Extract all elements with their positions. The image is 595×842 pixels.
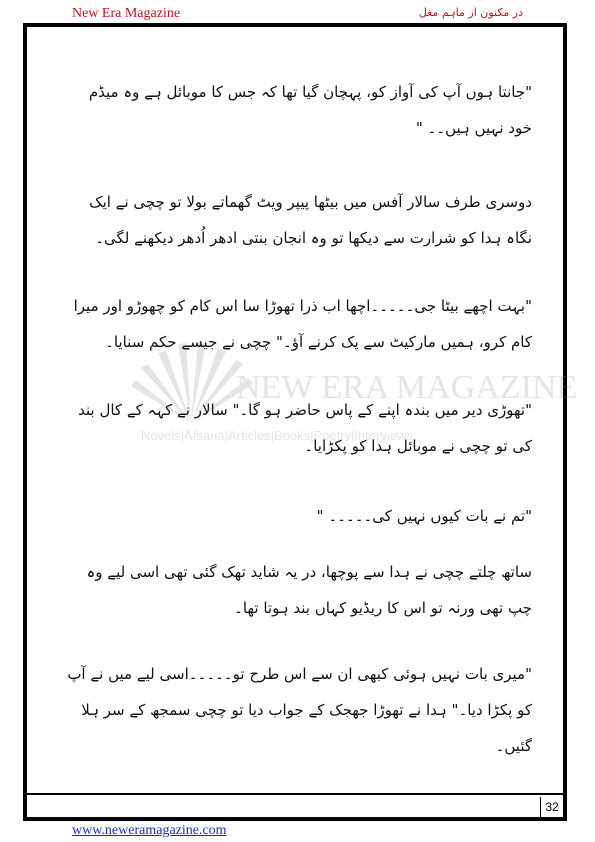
footer-rule: [27, 793, 563, 795]
paragraph: دوسری طرف سالار آفس میں بیٹھا پیپر ویٹ گھماتے بولا تو چچی نے ایک نگاہ ہدا کو شرارت سے دیکھا تو وہ انجان بنتی ادھر اُدھر دیکھنے لگی۔: [89, 193, 532, 247]
watermark-title: NEW ERA MAGAZINE: [236, 369, 578, 406]
website-link[interactable]: www.neweramagazine.com: [72, 823, 227, 838]
paragraph: "بہت اچھے بیٹا جی۔۔۔۔۔اچھا اب ذرا تھوڑا سا اس کام کو چھوڑو اور میرا کام کرو، ہمیں مارکیٹ سے پک کرنے آؤ۔" چچی نے جیسے حکم سنایا۔: [73, 297, 532, 351]
watermark-tagline: Novels|Afsana|Articles|Books|Poetry|Interviews: [141, 428, 413, 443]
paragraph: "میری بات نہیں ہوئی کبھی ان سے اس طرح تو۔۔۔۔۔اسی لیے میں نے آپ کو پکڑا دیا۔" ہدا نے تھوڑا جھجک کے جواب دیا تو چچی سمجھ کے سر ہلا گئیں۔: [67, 665, 532, 755]
paragraph: "جانتا ہوں آپ کی آواز کو، پہچان گیا تھا کہ جس کا موبائل ہے وہ میڈم خود نہیں ہیں۔۔ ": [88, 83, 532, 137]
page-number: 32: [540, 797, 563, 817]
paragraph: "تھوڑی دیر میں بندہ اپنے کے پاس حاضر ہو گا۔" سالار نے کہہ کے کال بند کی تو چچی نے موبائل ہدا کو پکڑایا۔: [78, 401, 532, 455]
paragraph: "تم نے بات کیوں نہیں کی۔۔۔۔۔ ": [316, 507, 532, 525]
magazine-name: New Era Magazine: [72, 6, 181, 21]
paragraph: ساتھ چلتے چچی نے ہدا سے پوچھا، در یہ شاید تھک گئی تھی اسی لیے وہ چپ تھی ورنہ تو اس کا ریڈیو کہاں بند ہوتا تھا۔: [86, 563, 532, 617]
story-title: در مکنون از ماہم مغل: [418, 6, 523, 19]
